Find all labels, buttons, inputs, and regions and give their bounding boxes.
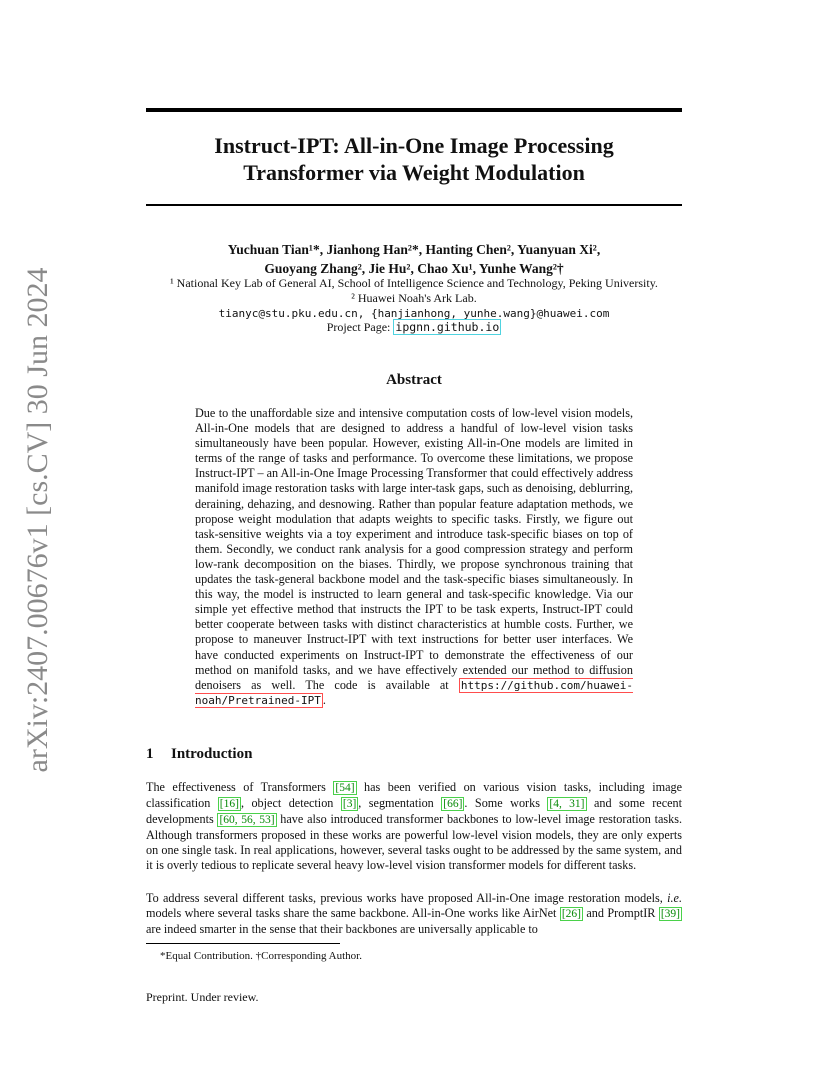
paragraph-text: To address several different tasks, previous works have proposed All-in-One image restoration models, [146,891,668,905]
arxiv-identifier: arXiv:2407.00676v1 [cs.CV] 30 Jun 2024 [21,267,54,773]
project-page-label: Project Page: [326,320,391,334]
paragraph-text: , segmentation [358,796,442,810]
author-line-2: Guoyang Zhang², Jie Hu², Chao Xu¹, Yunhe Wang²† [264,261,564,276]
code-link[interactable]: https://github.com/huawei-noah/Pretrained-IPT [195,678,634,707]
author-emails: tianyc@stu.pku.edu.cn, {hanjianhong, yunhe.wang}@huawei.com [218,307,610,320]
intro-paragraph-2 [146,891,682,937]
paper-title [146,132,682,186]
title-bottom-rule [146,204,682,206]
preprint-notice: Preprint. Under review. [146,990,259,1004]
paragraph-text: and some recent developments [146,796,683,826]
abstract-text: Due to the unaffordable size and intensive computation costs of low-level vision models, All-in-One models that are designed to address a handful of low-level vision tasks simultaneously have been popular. However, existing All-in-One models are limited in terms of the range of tasks and performance. To overcome these limitations, we propose Instruct-IPT – an All-in-One Image Processing Transformer that could effectively address manifold image restoration tasks with large inter-task gaps, such as denoising, deblurring, deraining, dehazing, and desnowing. Rather than popular feature adaptation methods, we propose weight modulation that adapts weights to specific tasks. Firstly, we figure out task-sensitive weights via a toy experiment and introduce task-specific biases on top of them. Secondly, we conduct rank analysis for a good compression strategy and perform low-rank decomposition on the biases. Thirdly, we propose synchronous training that updates the task-general backbone model and the task-specific biases simultaneously. In this way, the model is instructed to learn general and task-specific knowledge. Via our simple yet effective method that instructs the IPT to be task experts, Instruct-IPT could better cooperate between tasks with distinct characteristics at humble costs. Further, we propose to maneuver Instruct-IPT with text instructions for better user interfaces. We have conducted experiments on Instruct-IPT to demonstrate the effectiveness of our method on manifold tasks, and we have effectively extended our method to diffusion denoisers as well. The code is available at [195,406,633,692]
citation-link[interactable]: [4, 31] [549,798,585,810]
citation-link[interactable]: [54] [335,782,355,794]
affiliation-2: ² Huawei Noah's Ark Lab. [351,291,477,305]
intro-paragraph-1 [146,780,682,873]
footnote: *Equal Contribution. †Corresponding Author. [160,950,362,962]
paragraph-text: are indeed smarter in the sense that their backbones are universally applicable to [146,922,538,936]
paragraph-text: and PromptIR [583,906,659,920]
paragraph-text: models where several tasks share the same backbone. All-in-One works like AirNet [146,906,560,920]
author-list [146,240,682,278]
citation-link[interactable]: [39] [660,908,680,920]
citation-link[interactable]: [16] [219,798,239,810]
abstract-heading: Abstract [386,372,442,388]
section-number: 1 [146,746,154,762]
project-page-link[interactable]: ipgnn.github.io [395,320,500,334]
author-line-1: Yuchuan Tian¹*, Jianhong Han²*, Hanting Chen², Yuanyuan Xi², [227,242,601,257]
affiliation-1: ¹ National Key Lab of General AI, School of Intelligence Science and Technology, Peking University. [170,276,658,290]
section-title: Introduction [171,746,253,762]
title-line-1: Instruct-IPT: All-in-One Image Processing [214,133,614,158]
citation-link[interactable]: [3] [342,798,357,810]
citation-link[interactable]: [66] [443,798,463,810]
footnote-rule [146,943,340,944]
paragraph-text: has been verified on various vision tasks, including image classification [146,780,683,810]
italic-text: i.e. [667,891,682,905]
paragraph-text: . Some works [464,796,548,810]
title-top-rule [146,108,682,112]
section-heading-introduction [146,746,252,763]
paragraph-text: The effectiveness of Transformers [146,780,334,794]
paragraph-text: , object detection [240,796,341,810]
abstract-body [195,406,633,708]
paragraph-text: have also introduced transformer backbones to low-level image restoration tasks. Although transformers proposed in these works are powerful low-level vision models, they are only experts on one single task. In real applications, however, several tasks ought to be addressed by the same system, and it is overly tedious to replicate several heavy low-level vision transformer models for different tasks. [146,812,682,872]
abstract-end: . [322,692,326,707]
citation-link[interactable]: [60, 56, 53] [219,814,275,826]
title-line-2: Transformer via Weight Modulation [243,160,585,185]
project-page [146,320,682,335]
citation-link[interactable]: [26] [561,908,581,920]
